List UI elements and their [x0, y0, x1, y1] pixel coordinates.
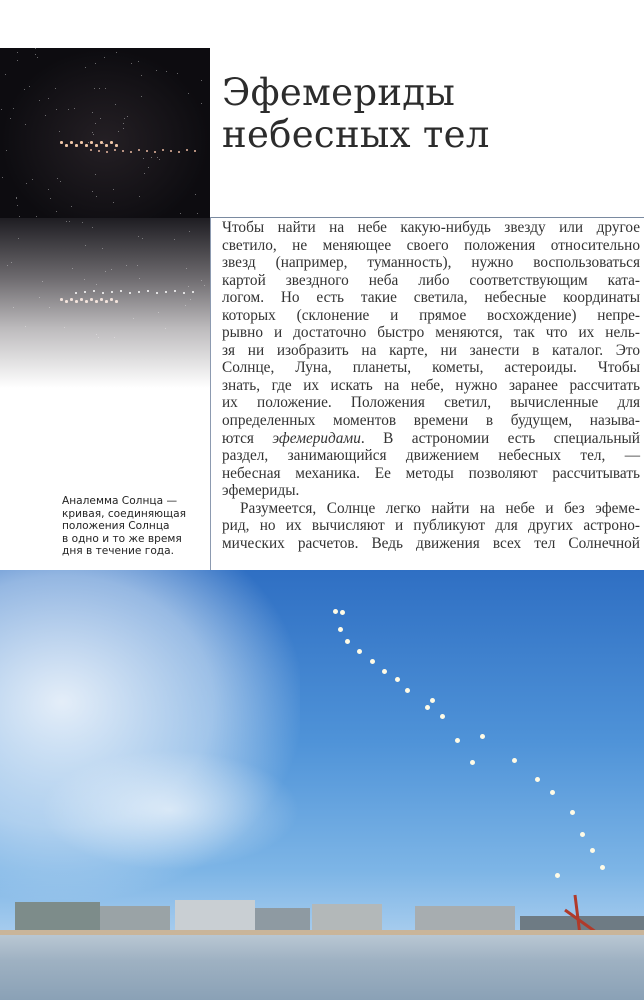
sun-dot — [480, 734, 485, 739]
sun-dot — [535, 777, 540, 782]
sun-dot — [174, 239, 175, 240]
sun-dot — [122, 150, 124, 152]
sun-dot — [201, 103, 202, 104]
sun-dot — [165, 328, 166, 329]
sun-dot — [425, 705, 430, 710]
sun-dot — [110, 141, 113, 144]
sun-dot — [110, 298, 113, 301]
sun-dot — [48, 98, 49, 99]
sun-dot — [512, 758, 517, 763]
text-line: мических расчетов. Ведь движения всех тел Солнечной — [222, 534, 640, 552]
sun-dot — [114, 337, 115, 338]
sun-dot — [56, 109, 57, 110]
sun-dot — [18, 238, 19, 239]
text-line: Чтобы найти на небе какую-нибудь звезду или другое — [222, 219, 640, 236]
text-line: которых (склонение и прямое восхождение) непре- — [222, 306, 640, 324]
page-title — [222, 72, 490, 156]
sun-dot — [1, 109, 2, 110]
sun-dot — [157, 157, 158, 158]
sun-dot — [95, 300, 98, 303]
night-analemma-photo — [0, 48, 210, 218]
sun-dot — [105, 88, 106, 89]
sun-dot — [143, 158, 144, 159]
sun-dot — [190, 299, 191, 300]
sun-dot — [48, 189, 49, 190]
sun-dot — [186, 268, 187, 269]
sun-dot — [95, 63, 96, 64]
sun-dot — [162, 149, 164, 151]
sun-dot — [64, 327, 65, 328]
sun-dot — [201, 280, 202, 281]
sun-dot — [455, 738, 460, 743]
sun-dot — [123, 128, 124, 129]
sun-dot — [39, 297, 40, 298]
sun-dot — [90, 298, 93, 301]
sun-dot — [395, 677, 400, 682]
sun-dot — [2, 177, 3, 178]
sun-dot — [185, 305, 186, 306]
sun-dot — [174, 290, 176, 292]
sun-dot — [600, 865, 605, 870]
sun-dot — [93, 290, 95, 292]
body-text — [222, 219, 640, 552]
sun-dot — [84, 291, 86, 293]
caption-line: кривая, соединяющая — [62, 507, 186, 520]
sun-dot — [370, 659, 375, 664]
sun-dot — [60, 181, 61, 182]
sun-dot — [138, 291, 140, 293]
sun-dot — [115, 144, 118, 147]
sun-dot — [105, 271, 106, 272]
sun-dot — [75, 292, 77, 294]
sun-dot — [340, 610, 345, 615]
faded-analemma-photo — [0, 218, 210, 388]
sun-dot — [197, 213, 198, 214]
sun-dot — [39, 100, 40, 101]
sun-dot — [470, 760, 475, 765]
sun-dot — [13, 108, 14, 109]
sun-dot — [98, 337, 99, 338]
sun-dot — [65, 300, 68, 303]
sun-dot — [17, 205, 18, 206]
sun-dot — [126, 265, 127, 266]
sun-dot — [72, 268, 73, 269]
sun-dot — [550, 790, 555, 795]
sun-dot — [382, 669, 387, 674]
sun-dot — [24, 89, 25, 90]
sun-dot — [138, 149, 140, 151]
sun-dot — [123, 123, 124, 124]
daytime-analemma-photo — [0, 570, 644, 1000]
sun-dot — [131, 63, 132, 64]
text-line: логом. Но есть такие светила, небесные координаты — [222, 289, 640, 307]
sun-dot — [92, 112, 93, 113]
sun-dot — [98, 150, 100, 152]
sun-dot — [195, 194, 196, 195]
sun-dot — [138, 236, 139, 237]
sun-dot — [115, 300, 118, 303]
sun-dot — [180, 213, 181, 214]
sun-dot — [115, 104, 116, 105]
sun-dot — [32, 179, 33, 180]
sun-dot — [106, 151, 108, 153]
sun-dot — [151, 157, 152, 158]
sun-dot — [85, 144, 88, 147]
sun-dot — [127, 116, 128, 117]
sun-dot — [111, 291, 113, 293]
sun-dot — [13, 307, 14, 308]
caption-line: в одно и то же время — [62, 532, 182, 545]
sun-dot — [36, 216, 37, 217]
divider-horizontal — [210, 217, 644, 218]
sun-dot — [75, 300, 78, 303]
text-line: раздел, занимающийся движением небесных тел, — — [222, 447, 640, 465]
text-line: рид, но их вычисляют и публикуют для других астроно- — [222, 517, 640, 535]
sun-dot — [102, 292, 104, 294]
caption-line: положения Солнца — [62, 520, 170, 532]
sun-dot — [204, 285, 205, 286]
sun-dot — [66, 221, 67, 222]
text-segment: . В астрономии есть специальный — [360, 429, 640, 447]
sun-dot — [130, 151, 132, 153]
sun-dot — [93, 134, 94, 135]
sun-dot — [90, 141, 93, 144]
sun-dot — [118, 131, 119, 132]
title-line: Эфемериды — [222, 71, 456, 114]
sun-dot — [94, 88, 95, 89]
sun-dot — [35, 48, 36, 49]
text-line: рывно и достаточно быстро меняются, так что их нель- — [222, 324, 640, 342]
italic-term: эфемеридами — [272, 429, 361, 447]
sun-dot — [88, 142, 89, 143]
sun-dot — [113, 202, 114, 203]
sun-dot — [25, 124, 26, 125]
sun-dot — [144, 173, 145, 174]
sun-dot — [333, 609, 338, 614]
sun-dot — [84, 279, 85, 280]
sun-dot — [192, 291, 194, 293]
sun-dot — [45, 115, 46, 116]
sun-dot — [440, 714, 445, 719]
sun-dot — [113, 189, 114, 190]
sun-dot — [154, 151, 156, 153]
sun-dot — [148, 167, 149, 168]
sun-dot — [35, 54, 36, 55]
sun-dot — [142, 238, 143, 239]
sun-dot — [138, 61, 139, 62]
sun-dot — [85, 300, 88, 303]
sun-dot — [139, 278, 140, 279]
sun-dot — [100, 298, 103, 301]
text-line: Солнце, Луна, планеты, кометы, астероиды. Чтобы — [222, 359, 640, 377]
sun-dot — [156, 70, 157, 71]
sun-dot — [57, 178, 58, 179]
sun-dot — [75, 144, 78, 147]
sun-dot — [10, 118, 11, 119]
sun-dot — [146, 150, 148, 152]
clouds — [40, 750, 300, 870]
text-line: зя ни изобразить на карте, ни занести в каталог. Это — [222, 341, 640, 359]
text-line: светило, не меняющее своего положения относительно — [222, 236, 640, 254]
sun-dot — [42, 281, 43, 282]
text-line: звезд (например, туманность), нужно воспользоваться — [222, 254, 640, 272]
sun-dot — [189, 231, 190, 232]
sun-dot — [95, 123, 96, 124]
photo-caption — [62, 495, 186, 558]
sun-dot — [95, 174, 96, 175]
sun-dot — [29, 86, 30, 87]
sun-dot — [70, 298, 73, 301]
sun-dot — [357, 649, 362, 654]
sun-dot — [60, 298, 63, 301]
text-line: Разумеется, Солнце легко найти на небе и без эфеме- — [240, 499, 640, 517]
sun-dot — [7, 265, 8, 266]
text-line: знать, где их искать на небе, нужно заранее рассчитать — [222, 376, 640, 394]
sun-dot — [102, 248, 103, 249]
sun-dot — [188, 93, 189, 94]
text-line — [222, 430, 640, 448]
sun-dot — [141, 96, 142, 97]
sun-dot — [158, 312, 159, 313]
sun-dot — [17, 52, 18, 53]
sun-dot — [580, 832, 585, 837]
sun-dot — [555, 873, 560, 878]
sun-dot — [183, 292, 185, 294]
sun-dot — [186, 149, 188, 151]
sun-dot — [590, 848, 595, 853]
sun-dot — [345, 639, 350, 644]
sun-dot — [6, 150, 7, 151]
sun-dot — [65, 144, 68, 147]
sun-dot — [194, 150, 196, 152]
sun-dot — [92, 227, 93, 228]
sun-dot — [166, 71, 167, 72]
sun-dot — [105, 144, 108, 147]
text-line: их положение. Положения светил, вычисленные для — [222, 394, 640, 412]
text-line: картой звездного неба либо соответствующим ката- — [222, 271, 640, 289]
sun-dot — [25, 326, 26, 327]
sun-dot — [141, 75, 142, 76]
caption-line: дня в течение года. — [62, 545, 174, 557]
sun-dot — [188, 286, 189, 287]
sun-dot — [338, 627, 343, 632]
sun-dot — [37, 57, 38, 58]
sun-dot — [165, 291, 167, 293]
sun-dot — [147, 290, 149, 292]
sun-dot — [100, 141, 103, 144]
sun-dot — [100, 118, 101, 119]
sun-dot — [96, 196, 97, 197]
sun-dot — [96, 334, 97, 335]
city-skyline — [0, 890, 644, 935]
sun-dot — [170, 150, 172, 152]
divider-vertical — [210, 217, 211, 570]
sun-dot — [74, 108, 75, 109]
sun-dot — [96, 284, 97, 285]
title-line: небесных тел — [222, 113, 490, 156]
text-segment: ются — [222, 429, 273, 447]
sun-dot — [104, 57, 105, 58]
sun-dot — [201, 80, 202, 81]
text-line: эфемериды. — [222, 482, 300, 500]
sun-dot — [111, 269, 112, 270]
sun-dot — [139, 196, 140, 197]
sun-dot — [71, 206, 72, 207]
sun-dot — [178, 151, 180, 153]
sun-dot — [90, 149, 92, 151]
sun-dot — [56, 211, 57, 212]
sun-dot — [177, 73, 178, 74]
sun-dot — [49, 307, 50, 308]
sun-dot — [5, 74, 6, 75]
sun-dot — [124, 118, 125, 119]
sun-dot — [99, 88, 100, 89]
sun-dot — [405, 688, 410, 693]
sun-dot — [60, 141, 63, 144]
sun-dot — [92, 191, 93, 192]
sun-dot — [137, 265, 138, 266]
sun-dot — [85, 67, 86, 68]
sun-dot — [80, 298, 83, 301]
sun-dot — [50, 198, 51, 199]
sun-dot — [70, 141, 73, 144]
sun-dot — [11, 262, 12, 263]
sun-dot — [68, 109, 69, 110]
text-line: определенных моментов времени в будущем, называ- — [222, 412, 640, 430]
sun-dot — [95, 144, 98, 147]
text-line: небесная механика. Ее методы позволяют рассчитывать — [222, 464, 640, 482]
sun-dot — [26, 183, 27, 184]
sun-dot — [69, 221, 70, 222]
river — [0, 935, 644, 1000]
sun-dot — [133, 318, 134, 319]
sun-dot — [105, 300, 108, 303]
sun-dot — [103, 143, 104, 144]
sun-dot — [129, 292, 131, 294]
sun-dot — [116, 52, 117, 53]
sun-dot — [159, 159, 160, 160]
sun-dot — [120, 290, 122, 292]
sun-dot — [80, 141, 83, 144]
sun-dot — [430, 698, 435, 703]
sun-dot — [82, 222, 83, 223]
sun-dot — [55, 88, 56, 89]
sun-dot — [114, 149, 116, 151]
sun-dot — [16, 198, 17, 199]
sun-dot — [570, 810, 575, 815]
caption-line: Аналемма Солнца — — [62, 495, 178, 507]
sun-dot — [85, 245, 86, 246]
sun-dot — [156, 292, 158, 294]
sun-dot — [59, 131, 60, 132]
sun-dot — [17, 60, 18, 61]
